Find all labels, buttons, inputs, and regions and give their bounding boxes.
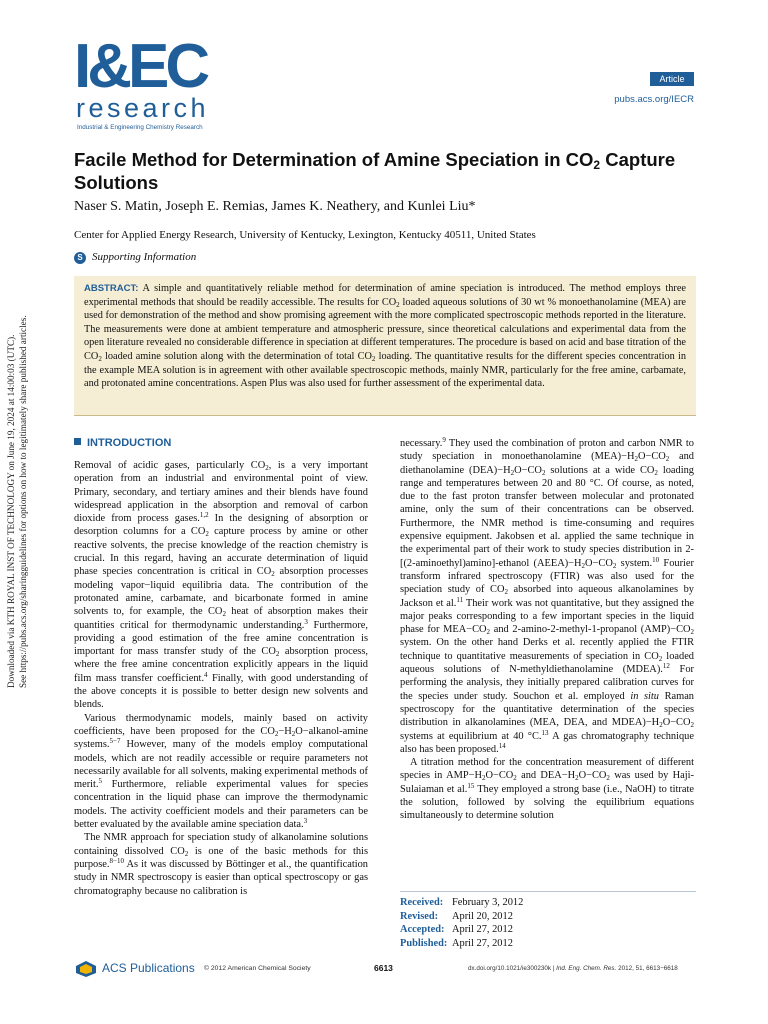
author-list: Naser S. Matin, Joseph E. Remias, James K. Neathery, and Kunlei Liu* <box>74 199 476 214</box>
supporting-info-link[interactable]: Supporting Information <box>92 251 197 263</box>
date-revised: Revised: April 20, 2012 <box>400 910 513 922</box>
section-heading-introduction <box>74 437 171 449</box>
article-type-badge: Article <box>650 72 694 86</box>
abstract-box <box>74 276 696 416</box>
date-accepted: Accepted: April 27, 2012 <box>400 924 513 935</box>
supporting-info-icon[interactable]: S <box>74 252 86 264</box>
journal-logo-main: I&EC <box>74 32 207 101</box>
body-paragraph: necessary.$^9$ They used the combination of proton and carbon NMR to study speciation in monoethanolamine $(MEA)-H_2O-CO_2$ and diethanolamine $(DEA)-H_2O-CO_2$ solutions at a wide $CO_2$ loading range and temperatures between 20 and 80 °C. Of course, as noted, due to the fast proton transfer between molecular and protonated amine, only the sum of their concentrations can be observed. Furthermore, the NMR method is time-consuming and requires expensive equipment. Jakobsen et al. applied the same technique in the experimental part of their work to study species distribution in 2-[(2-aminoethyl)amino]-ethanol $(AEEA)-H_2O-CO_2$ system.$^{10}$ Fourier transform infrared spectroscopy (FTIR) was also used for the speciation study of $CO_2$ absorbed into aqueous alkanolamines by Jackson et al.$^{11}$ Their work was not quantitative, but they assigned the major peaks corresponding to a few important species in the liquid phase for $MEA-CO_2$ and 2-amino-2-methyl-1-propanol $(AMP)-CO_2$ system. On the other hand Derks et al. recently applied the FTIR technique to quantitative measurements of speciation in $CO_2$ loaded aqueous solutions of N-methyldiethanolamine (MDEA).$^{12}$ For performing the analysis, they initially prepared calibration curves for the species under study. Souchon et al. employed in situ Raman spectroscopy for the quantitative determination of the species distribution in alkanolamines (MEA, DEA, and $MDEA)-H_2O-CO_2$ systems at equilibrium at 40 °C.$^{13}$ A gas chromatography technique also has been proposed.$^{14}$ <box>400 436 695 755</box>
affiliation: Center for Applied Energy Research, University of Kentucky, Lexington, Kentucky 40511, United States <box>74 229 536 241</box>
journal-url-link[interactable]: pubs.acs.org/IECR <box>614 94 694 105</box>
copyright: © 2012 American Chemical Society <box>204 965 311 972</box>
body-paragraph: Removal of acidic gases, particularly $CO_2$, is a very important operation from an industrial and environmental point of view. Primary, secondary, and tertiary amines and their blends have found widespread application in the absorption and removal of carbon dioxide from process gases.$^{1,2}$ In the designing of absorption or desorption columns for a $CO_2$ capture process by amine or other reactive solvents, the precise knowledge of the reaction chemistry is crucial. In this regard, having an accurate determination of liquid phase species concentration is critical in $CO_2$ absorption processes modeling vapor−liquid equilibria data. The contribution of the protonated amine, carbamate, and bicarbonate formed in amine solvents to, for example, the $CO_2$ heat of absorption makes their quantities critical for thermodynamic understanding.$^3$ Furthermore, providing a good estimation of the free amine concentration is important for mass transfer study of the $CO_2$ absorption process, where the free amine concentration explicitly appears in the liquid film mass transfer coefficient.$^4$ Finally, with good understanding of the above concepts it is possible to better design new solvents and blends. <box>74 460 369 711</box>
right-column <box>400 437 694 823</box>
abstract-text <box>84 282 686 391</box>
article-title: Facile Method for Determination of Amine Speciation in $CO_2$ Capture Solutions <box>74 149 676 193</box>
journal-logo-tagline: Industrial & Engineering Chemistry Research <box>77 124 203 131</box>
journal-logo-sub: research <box>76 93 210 123</box>
doi-citation[interactable]: dx.doi.org/10.1021/ie300230k | Ind. Eng. Chem. Res. 2012, 51, 6613−6618 <box>468 965 678 972</box>
body-paragraph: A titration method for the concentration measurement of different species in $AMP-H_2O-CO_2$ and $DEA-H_2O-CO_2$ was used by Haji-Sulaiaman et al.$^{15}$ They employed a strong base (i.e., NaOH) to titrate the solution, followed by solving the equilibrium equations simultaneously to determine solution <box>400 757 694 822</box>
abstract-label: ABSTRACT: <box>84 283 139 294</box>
date-received: Received: February 3, 2012 <box>400 897 524 908</box>
publisher-name: ACS Publications <box>102 961 195 975</box>
date-published: Published: April 27, 2012 <box>400 937 513 949</box>
page-footer <box>74 956 696 980</box>
section-bullet-icon <box>74 438 81 445</box>
article-dates <box>400 891 696 950</box>
page-number: 6613 <box>374 963 393 973</box>
acs-logo-icon <box>74 960 98 978</box>
body-paragraph: Various thermodynamic models, mainly based on activity coefficients, have been proposed for the $CO_2-H_2O-alkanol$-amine systems.$^{5-7}$ However, many of the models employ computational models, which are not readily accessible or require parameters not necessarily available for all solvents, making experimental methods of merit.$^5$ Furthermore, reliable experimental values for species concentration in the liquid phase can improve the thermodynamic models. The activity coefficient models and their parameters can be better evaluated by the available amine speciation data.$^3$ <box>74 712 368 831</box>
body-paragraph: The NMR approach for speciation study of alkanolamine solutions containing dissolved $CO_2$ is one of the basic methods for this purpose.$^{8-10}$ As it was discussed by Böttinger et al., the quantification study in NMR spectroscopy is easier than optical spectroscopy or gas chromatography because no calibration is <box>74 832 368 897</box>
left-column <box>74 459 368 898</box>
journal-logo <box>74 32 224 140</box>
download-notice <box>6 315 28 690</box>
section-heading-text: INTRODUCTION <box>87 437 172 449</box>
download-notice-line1: Downloaded via KTH ROYAL INST OF TECHNOLOGY on June 19, 2024 at 14:00:03 (UTC). <box>6 334 16 688</box>
abstract-body: A simple and quantitatively reliable method for determination of amine speciation is introduced. The method employs three experimental methods that should be readily accessible. The results for $CO_2$ loaded aqueous solutions of 30 wt % monoethanolamine (MEA) are used for demonstration of the method and show promising agreement with the more complicated spectroscopic methods reported in the literature. The measurements were done at ambient temperature and atmospheric pressure, since theoretical calculations and experimental data from the open literature revealed no considerable difference in speciation at different temperatures. The procedure is based on acid and base titration of the $CO_2$ loaded amine solution along with the determination of total $CO_2$ loading. The quantitative results for the different species concentration in the example MEA solution is in agreement with other available spectroscopic methods, mainly NMR, particularly for the free amine, carbamate, and protonated amine concentrations. Aspen Plus was also used for further assessment of the experimental data. <box>84 283 686 390</box>
download-notice-line2: See https://pubs.acs.org/sharingguidelines for options on how to legitimately share published articles. <box>18 315 28 688</box>
